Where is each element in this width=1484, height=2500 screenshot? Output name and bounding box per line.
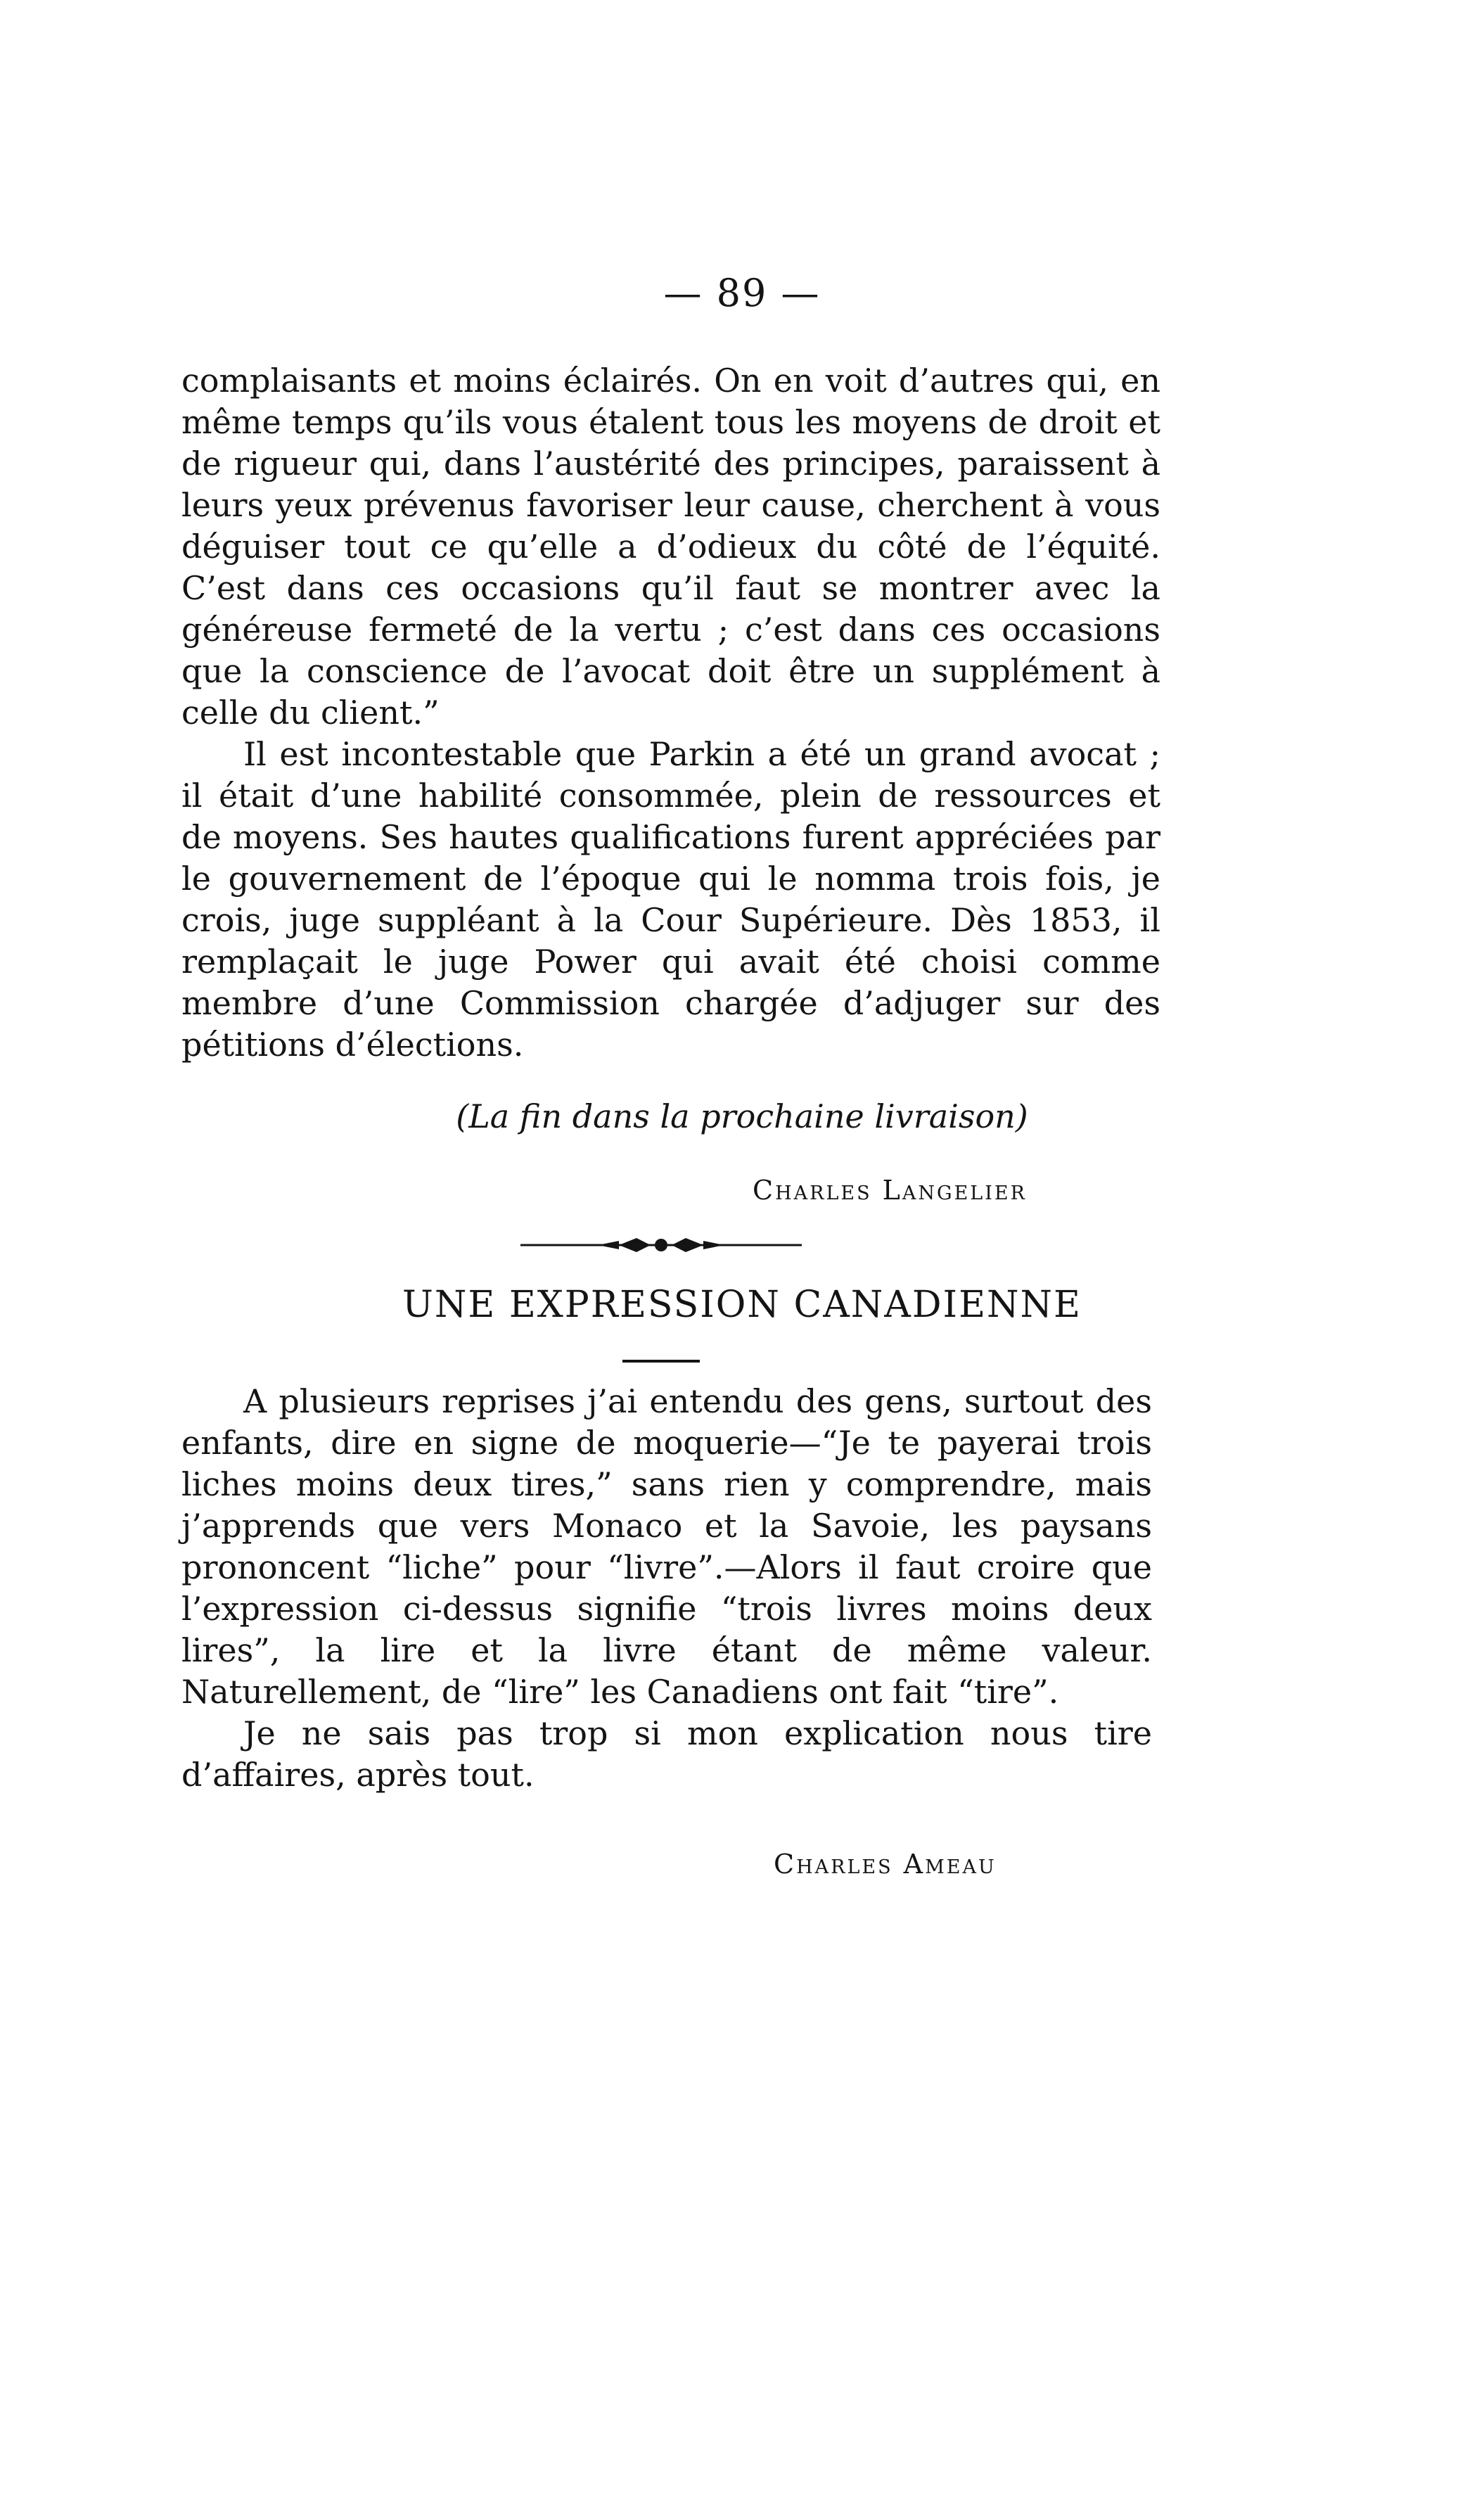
section-divider-ornament (513, 1231, 809, 1259)
author-signature: Charles Ameau (774, 1849, 997, 1880)
paragraph: complaisants et moins éclairés. On en voit d’autres qui, en même temps qu’ils vous étalent tous les moyens de droit et de rigueur qui, dans l’austérité des principes, paraissent à leurs yeux prévenus favoriser leur cause, cherchent à vous déguiser tout ce qu’elle a d’odieux du côté de l’équité. C’est dans ces occasions qu’il faut se montrer avec la généreuse fermeté de la vertu ; c’est dans ces occasions que la conscience de l’avocat doit être un supplément à celle du client.” (181, 362, 1160, 732)
paragraph: Je ne sais pas trop si mon explication nous tire d’affaires, après tout. (181, 1714, 1152, 1794)
author-signature: Charles Langelier (753, 1175, 1027, 1206)
continuation-note: (La fin dans la prochaine livraison) (456, 1097, 1028, 1135)
section-title: UNE EXPRESSION CANADIENNE (402, 1284, 1082, 1326)
page-number: — 89 — (663, 271, 821, 315)
title-underline-rule (622, 1360, 700, 1363)
article-body-ameau (181, 1381, 1152, 1796)
paragraph: A plusieurs reprises j’ai entendu des gens, surtout des enfants, dire en signe de moquerie—“Je te payerai trois liches moins deux tires,” sans rien y comprendre, mais j’apprends que vers Monaco et la Savoie, les paysans prononcent “liche” pour “livre”.—Alors il faut croire que l’expression ci-dessus signifie “trois livres moins deux lires”, la lire et la livre étant de même valeur. Naturellement, de “lire” les Canadiens ont fait “tire”. (181, 1382, 1152, 1711)
paragraph: Il est incontestable que Parkin a été un grand avocat ; il était d’une habilité consommée, plein de ressources et de moyens. Ses hautes qualifications furent appréciées par le gouvernement de l’époque qui le nomma trois fois, je crois, juge suppléant à la Cour Supérieure. Dès 1853, il remplaçait le juge Power qui avait été choisi comme membre d’une Commission chargée d’adjuger sur des pétitions d’élections. (181, 735, 1160, 1064)
article-body-langelier (181, 360, 1160, 1066)
